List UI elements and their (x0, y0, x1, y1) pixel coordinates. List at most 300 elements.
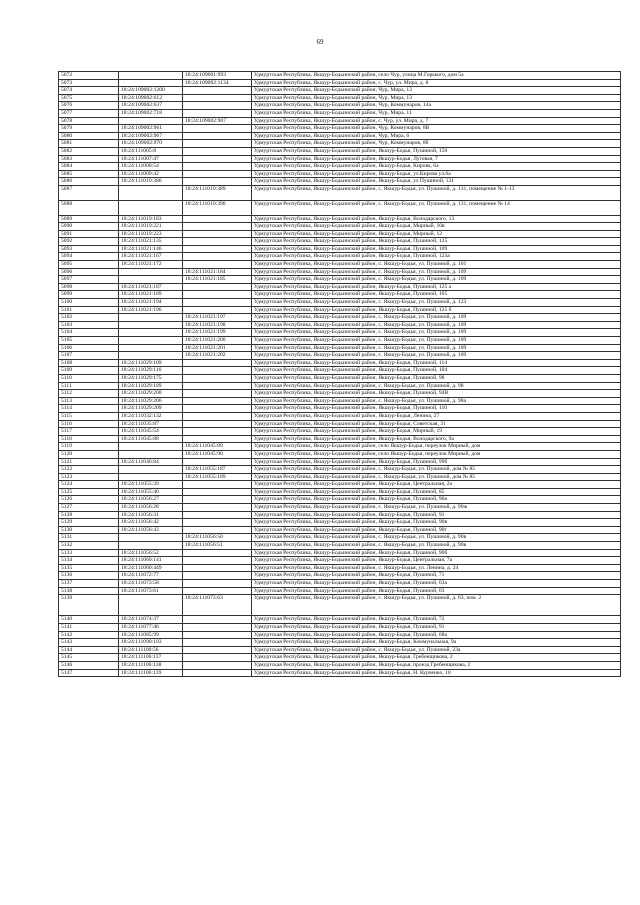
cadastral-number-2-cell (183, 125, 252, 133)
row-number-cell: 5119 (59, 443, 119, 451)
cadastral-number-cell: 18:24:111019:183 (119, 215, 183, 223)
cadastral-number-2-cell (183, 616, 252, 624)
address-cell: Удмуртская Республика, Якшур-Бодьинский район, Якшур-Бодья, Пушиной, 71 (252, 572, 621, 580)
cadastral-number-cell: 18:24:111010:386 (119, 178, 183, 186)
cadastral-number-cell: 18:24:111045:54 (119, 428, 183, 436)
address-cell: Удмуртская Республика, Якшур-Бодьинский район, Якшур-Бодья, Пушиной, 105 (252, 291, 621, 299)
address-cell: Удмуртская Республика, Якшур-Бодьинский район, Якшур-Бодья, Пушиной, 114 (252, 359, 621, 367)
cadastral-number-2-cell: 18:24:111021:197 (183, 314, 252, 322)
cadastral-number-cell: 18:24:111090:103 (119, 639, 183, 647)
table-row (59, 412, 621, 420)
table-row (59, 238, 621, 246)
address-cell: Удмуртская Республика, Якшур-Бодьинский район, Якшур-Бодья, Пушиной, 125 (252, 238, 621, 246)
cadastral-number-cell: 18:24:111029:200 (119, 390, 183, 398)
address-cell: Удмуртская Республика, Якшур-Бодьинский район, с. Якшур-Бодья, ул. Пушиной, д. 98а (252, 397, 621, 405)
cadastral-number-2-cell (183, 87, 252, 95)
table-row (59, 557, 621, 565)
row-number-cell: 5125 (59, 488, 119, 496)
row-number-cell: 5136 (59, 572, 119, 580)
table-row (59, 549, 621, 557)
address-cell: Удмуртская Республика, Якшур-Бодьинский район, село Якшур-Бодья, переулок Мирный, дом (252, 450, 621, 458)
cadastral-number-2-cell (183, 238, 252, 246)
address-cell: Удмуртская Республика, Якшур-Бодьинский район, Якшур-Бодья, Пушиной, 90в (252, 519, 621, 527)
address-cell: Удмуртская Республика, Якшур-Бодьинский район, Якшур-Бодья, Пушиной, 90б (252, 549, 621, 557)
row-number-cell: 5090 (59, 223, 119, 231)
cadastral-number-cell: 18:24:111021:196 (119, 306, 183, 314)
cadastral-number-cell: 18:24:111029:189 (119, 382, 183, 390)
table-row (59, 147, 621, 155)
cadastral-number-2-cell (183, 306, 252, 314)
cadastral-number-cell: 18:24:111074:37 (119, 616, 183, 624)
table-row (59, 662, 621, 670)
cadastral-number-2-cell (183, 428, 252, 436)
table-row (59, 299, 621, 307)
address-cell: Удмуртская Республика, Якшур-Бодьинский район, Якшур-Бодья, Пушиной, 98 (252, 374, 621, 382)
cadastral-number-2-cell (183, 147, 252, 155)
cadastral-number-cell (119, 352, 183, 360)
table-row (59, 170, 621, 178)
address-cell: Удмуртская Республика, Якшур-Бодьинский район, Якшур-Бодья, Мирный, 19 (252, 428, 621, 436)
cadastral-number-cell: 18:24:111008:54 (119, 163, 183, 171)
cadastral-number-cell: 18:24:111029:116 (119, 367, 183, 375)
row-number-cell: 5115 (59, 412, 119, 420)
cadastral-number-cell: 18:24:109002:961 (119, 125, 183, 133)
address-cell: Удмуртская Республика, Якшур-Бодьинский район, Якшур-Бодья, Пушиной, 104 (252, 367, 621, 375)
cadastral-number-2-cell: 18:24:111021:200 (183, 337, 252, 345)
address-cell: Удмуртская Республика, Якшур-Бодьинский район, Якшур-Бодья, Пушиной, 85 (252, 488, 621, 496)
cadastral-number-2-cell: 18:24:111021:199 (183, 329, 252, 337)
table-row (59, 654, 621, 662)
table-row (59, 109, 621, 117)
table-row (59, 200, 621, 215)
address-cell: Удмуртская Республика, Якшур-Бодьинский район, Чур, Мира, 13 (252, 94, 621, 102)
address-cell: Удмуртская Республика, Якшур-Бодьинский район, с. Якшур-Бодья, ул. Пушиной, д. 109 (252, 276, 621, 284)
row-number-cell: 5074 (59, 87, 119, 95)
cadastral-number-2-cell (183, 412, 252, 420)
address-cell: Удмуртская Республика, Якшур-Бодьинский район, Якшур-Бодья, Пушиной, 63а (252, 580, 621, 588)
cadastral-number-2-cell: 18:24:109002:907 (183, 117, 252, 125)
address-cell: Удмуртская Республика, Якшур-Бодьинский район, с. Якшур-Бодья, ул. Пушиной, 23а (252, 646, 621, 654)
table-row (59, 268, 621, 276)
cadastral-number-cell: 18:24:111021:146 (119, 245, 183, 253)
cadastral-number-cell: 18:24:109002:967 (119, 132, 183, 140)
cadastral-number-2-cell: 18:24:111021:198 (183, 321, 252, 329)
row-number-cell: 5109 (59, 367, 119, 375)
cadastral-number-2-cell (183, 580, 252, 588)
cadastral-number-2-cell (183, 557, 252, 565)
table-row (59, 481, 621, 489)
row-number-cell: 5083 (59, 155, 119, 163)
cadastral-number-2-cell: 18:24:109001:993 (183, 72, 252, 80)
cadastral-number-2-cell (183, 253, 252, 261)
cadastral-number-2-cell (183, 420, 252, 428)
table-row (59, 352, 621, 360)
cadastral-number-cell (119, 185, 183, 200)
row-number-cell: 5076 (59, 102, 119, 110)
table-row (59, 519, 621, 527)
cadastral-number-cell: 18:24:111045:88 (119, 435, 183, 443)
row-number-cell: 5101 (59, 306, 119, 314)
address-cell: Удмуртская Республика, Якшур-Бодьинский район, Якшур-Бодья, Центральная, 2а (252, 481, 621, 489)
cadastral-number-cell (119, 117, 183, 125)
address-cell: Удмуртская Республика, Якшур-Бодьинский район, Якшур-Бодья, Пушиной, 72 (252, 616, 621, 624)
cadastral-number-2-cell (183, 397, 252, 405)
cadastral-number-2-cell: 18:24:111045:89 (183, 443, 252, 451)
cadastral-number-cell: 18:24:111056:31 (119, 511, 183, 519)
table-row (59, 276, 621, 284)
row-number-cell: 5105 (59, 337, 119, 345)
cadastral-number-cell: 18:24:111021:189 (119, 291, 183, 299)
cadastral-number-2-cell (183, 572, 252, 580)
row-number-cell: 5097 (59, 276, 119, 284)
table-row (59, 125, 621, 133)
cadastral-number-cell: 18:24:111106:137 (119, 654, 183, 662)
table-row (59, 488, 621, 496)
row-number-cell: 5131 (59, 534, 119, 542)
cadastral-number-2-cell (183, 519, 252, 527)
row-number-cell: 5144 (59, 646, 119, 654)
address-cell: Удмуртская Республика, Якшур-Бодьинский район, с. Якшур-Бодья, ул. Пушиной, дом № 85 (252, 473, 621, 481)
address-cell: Удмуртская Республика, Якшур-Бодьинский район, село Якшур-Бодья, переулок Мирный, дом (252, 443, 621, 451)
cadastral-number-cell (119, 268, 183, 276)
cadastral-number-2-cell (183, 481, 252, 489)
cadastral-number-2-cell (183, 662, 252, 670)
row-number-cell: 5078 (59, 117, 119, 125)
row-number-cell: 5108 (59, 359, 119, 367)
table-row (59, 420, 621, 428)
row-number-cell: 5112 (59, 390, 119, 398)
cadastral-number-cell: 18:24:111056:42 (119, 519, 183, 527)
table-row (59, 245, 621, 253)
table-row (59, 564, 621, 572)
cadastral-number-2-cell (183, 654, 252, 662)
cadastral-number-2-cell (183, 102, 252, 110)
address-cell: Удмуртская Республика, Якшур-Бодьинский район, с. Якшур-Бодья, ул. Пушиной, д. 90в (252, 542, 621, 550)
cadastral-number-cell: 18:24:111005:8 (119, 147, 183, 155)
row-number-cell: 5127 (59, 504, 119, 512)
cadastral-number-2-cell: 18:24:111055:189 (183, 473, 252, 481)
address-cell: Удмуртская Республика, Якшур-Бодьинский район, Якшур-Бодья, Луговая, 7 (252, 155, 621, 163)
row-number-cell: 5091 (59, 230, 119, 238)
address-cell: Удмуртская Республика, Якшур-Бодьинский район, Чур, Мира, 6 (252, 132, 621, 140)
cadastral-number-cell: 18:24:111060:141 (119, 557, 183, 565)
address-cell: Удмуртская Республика, Якшур-Бодьинский район, Якшур-Бодья, Советская, 31 (252, 420, 621, 428)
table-row (59, 405, 621, 413)
cadastral-number-2-cell: 18:24:111010:389 (183, 185, 252, 200)
address-cell: Удмуртская Республика, Якшур-Бодьинский район, с. Якшур-Бодья, ул. Пушиной, д. 109 (252, 352, 621, 360)
table-row (59, 572, 621, 580)
cadastral-number-2-cell (183, 496, 252, 504)
cadastral-number-cell: 18:24:111056:28 (119, 504, 183, 512)
cadastral-number-2-cell (183, 140, 252, 148)
row-number-cell: 5103 (59, 321, 119, 329)
cadastral-number-cell: 18:24:111100:56 (119, 646, 183, 654)
row-number-cell: 5138 (59, 587, 119, 595)
cadastral-number-2-cell (183, 132, 252, 140)
address-cell: Удмуртская Республика, Якшур-Бодьинский район, Якшур-Бодья, Пушиной, 68а (252, 631, 621, 639)
row-number-cell: 5133 (59, 549, 119, 557)
cadastral-number-2-cell (183, 564, 252, 572)
row-number-cell: 5075 (59, 94, 119, 102)
cadastral-number-2-cell (183, 587, 252, 595)
cadastral-number-cell: 18:24:109002:718 (119, 109, 183, 117)
cadastral-number-cell: 18:24:111021:194 (119, 299, 183, 307)
row-number-cell: 5121 (59, 458, 119, 466)
address-cell: Удмуртская Республика, Якшур-Бодьинский район, с. Якшур-Бодья, ул. Пушиной, д. 109 (252, 329, 621, 337)
cadastral-number-cell: 18:24:111021:172 (119, 261, 183, 269)
cadastral-number-2-cell (183, 639, 252, 647)
row-number-cell: 5081 (59, 140, 119, 148)
row-number-cell: 5124 (59, 481, 119, 489)
row-number-cell: 5086 (59, 178, 119, 186)
row-number-cell: 5085 (59, 170, 119, 178)
cadastral-number-2-cell (183, 669, 252, 677)
table-row (59, 359, 621, 367)
cadastral-number-cell (119, 321, 183, 329)
cadastral-number-cell: 18:24:111029:209 (119, 405, 183, 413)
cadastral-number-cell: 18:24:111060:449 (119, 564, 183, 572)
cadastral-number-2-cell: 18:24:111021:184 (183, 268, 252, 276)
table-row (59, 230, 621, 238)
row-number-cell: 5120 (59, 450, 119, 458)
address-cell: Удмуртская Республика, Якшур-Бодьинский район, Якшур-Бодья, ул.Кирова ул.6а (252, 170, 621, 178)
table-row (59, 473, 621, 481)
cadastral-number-2-cell: 18:24:111021:202 (183, 352, 252, 360)
row-number-cell: 5095 (59, 261, 119, 269)
cadastral-number-2-cell: 18:24:111045:90 (183, 450, 252, 458)
row-number-cell: 5084 (59, 163, 119, 171)
cadastral-number-2-cell (183, 261, 252, 269)
cadastral-number-cell: 18:24:111032:132 (119, 412, 183, 420)
table-row (59, 382, 621, 390)
address-cell: Удмуртская Республика, Якшур-Бодьинский район, Чур, Мира, 13 (252, 87, 621, 95)
cadastral-number-cell: 18:24:109002:637 (119, 102, 183, 110)
cadastral-number-cell: 18:24:111019:223 (119, 230, 183, 238)
table-row (59, 94, 621, 102)
table-row (59, 321, 621, 329)
address-cell: Удмуртская Республика, Якшур-Бодьинский район, с. Якшур-Бодья, ул. Пушиной, д. 123 (252, 299, 621, 307)
cadastral-number-2-cell: 18:24:111056:51 (183, 542, 252, 550)
row-number-cell: 5146 (59, 662, 119, 670)
table-row (59, 390, 621, 398)
table-row (59, 595, 621, 616)
table-row (59, 337, 621, 345)
table-row (59, 534, 621, 542)
address-cell: Удмуртская Республика, Якшур-Бодьинский район, с. Якшур-Бодья, ул. Пушиной, д. 109 (252, 268, 621, 276)
row-number-cell: 5099 (59, 291, 119, 299)
address-cell: Удмуртская Республика, Якшур-Бодьинский район, Якшур-Бодья, Пушиной, 91 (252, 511, 621, 519)
address-cell: Удмуртская Республика, Якшур-Бодьинский район, Якшур-Бодья, Ленина, 27 (252, 412, 621, 420)
table-row (59, 132, 621, 140)
row-number-cell: 5096 (59, 268, 119, 276)
address-cell: Удмуртская Республика, Якшур-Бодьинский район, Чур, Коммунаров, 8В (252, 125, 621, 133)
table-row (59, 580, 621, 588)
cadastral-number-cell: 18:24:111007:47 (119, 155, 183, 163)
row-number-cell: 5104 (59, 329, 119, 337)
address-cell: Удмуртская Республика, Якшур-Бодьинский район, Якшур-Бодья, Пушиной, 94В (252, 390, 621, 398)
address-cell: Удмуртская Республика, Якшур-Бодьинский район, с. Якшур-Бодья, ул. Пушиной, д. 63, пом. 2 (252, 595, 621, 616)
address-cell: Удмуртская Республика, Якшур-Бодьинский район, Якшур-Бодья, Володарского, 9а (252, 435, 621, 443)
cadastral-number-2-cell: 18:24:111055:187 (183, 466, 252, 474)
table-row (59, 87, 621, 95)
table-row (59, 616, 621, 624)
cadastral-number-2-cell (183, 170, 252, 178)
cadastral-number-2-cell (183, 374, 252, 382)
address-cell: Удмуртская Республика, Якшур-Бодьинский район, Якшур-Бодья, Центральная, 7а (252, 557, 621, 565)
row-number-cell: 5137 (59, 580, 119, 588)
row-number-cell: 5128 (59, 511, 119, 519)
cadastral-number-cell (119, 466, 183, 474)
cadastral-number-2-cell: 18:24:111056:50 (183, 534, 252, 542)
cadastral-number-2-cell (183, 245, 252, 253)
row-number-cell: 5140 (59, 616, 119, 624)
cadastral-number-2-cell (183, 382, 252, 390)
cadastral-number-cell: 18:24:109002:1200 (119, 87, 183, 95)
cadastral-number-2-cell (183, 624, 252, 632)
row-number-cell: 5117 (59, 428, 119, 436)
cadastral-number-2-cell (183, 405, 252, 413)
table-row (59, 435, 621, 443)
address-cell: Удмуртская Республика, Якшур-Бодьинский район, Якшур-Бодья, Пушиной, 90г (252, 526, 621, 534)
row-number-cell: 5094 (59, 253, 119, 261)
address-cell: Удмуртская Республика, Якшур-Бодьинский район, с. Якшур-Бодья, ул. Пушиной, дом № 85 (252, 466, 621, 474)
cadastral-number-cell: 18:24:111056:52 (119, 549, 183, 557)
address-cell: Удмуртская Республика, Якшур-Бодьинский район, с. Чур, ул. Мира, д. 7 (252, 117, 621, 125)
cadastral-number-cell: 18:24:111029:109 (119, 359, 183, 367)
table-row (59, 367, 621, 375)
cadastral-number-cell: 18:24:111056:27 (119, 496, 183, 504)
cadastral-number-cell (119, 473, 183, 481)
cadastral-number-cell (119, 443, 183, 451)
address-cell: Удмуртская Республика, Якшур-Бодьинский район, с. Якшур-Бодья, ул. Пушиной, д. 90в (252, 534, 621, 542)
row-number-cell: 5110 (59, 374, 119, 382)
cadastral-number-2-cell (183, 155, 252, 163)
row-number-cell: 5102 (59, 314, 119, 322)
address-cell: Удмуртская Республика, Якшур-Бодьинский район, Якшур-Бодья, Коммунальная, 9а (252, 639, 621, 647)
property-table (58, 71, 621, 677)
row-number-cell: 5100 (59, 299, 119, 307)
table-row (59, 163, 621, 171)
row-number-cell: 5113 (59, 397, 119, 405)
cadastral-number-cell (119, 344, 183, 352)
row-number-cell: 5098 (59, 283, 119, 291)
table-row (59, 155, 621, 163)
row-number-cell: 5107 (59, 352, 119, 360)
cadastral-number-cell: 18:24:111029:175 (119, 374, 183, 382)
cadastral-number-cell: 18:24:111021:167 (119, 253, 183, 261)
address-cell: Удмуртская Республика, Якшур-Бодьинский район, с. Якшур-Бодья, ул. Ленина, д. 24 (252, 564, 621, 572)
cadastral-number-cell: 18:24:111077:46 (119, 624, 183, 632)
address-cell: Удмуртская Республика, Якшур-Бодьинский район, село Чур, улица М.Горького, дом 5а (252, 72, 621, 80)
table-row (59, 458, 621, 466)
address-cell: Удмуртская Республика, Якшур-Бодьинский район, с. Чур, ул. Мира, д. 8 (252, 79, 621, 87)
row-number-cell: 5139 (59, 595, 119, 616)
table-row (59, 374, 621, 382)
cadastral-number-2-cell (183, 435, 252, 443)
page-number: 69 (316, 38, 324, 46)
row-number-cell: 5088 (59, 200, 119, 215)
address-cell: Удмуртская Республика, Якшур-Бодьинский район, Якшур-Бодья, Н. Курченко, 10 (252, 669, 621, 677)
table-row (59, 450, 621, 458)
cadastral-number-cell (119, 450, 183, 458)
table-row (59, 185, 621, 200)
cadastral-number-cell: 18:24:111046:84 (119, 458, 183, 466)
table-row (59, 140, 621, 148)
cadastral-number-2-cell (183, 390, 252, 398)
table-row (59, 443, 621, 451)
address-cell: Удмуртская Республика, Якшур-Бодьинский район, с. Якшур-Бодья, ул. Пушиной, д. 101 (252, 261, 621, 269)
cadastral-number-cell (119, 200, 183, 215)
cadastral-number-cell (119, 329, 183, 337)
row-number-cell: 5130 (59, 526, 119, 534)
cadastral-number-2-cell (183, 215, 252, 223)
cadastral-number-2-cell (183, 631, 252, 639)
address-cell: Удмуртская Республика, Якшур-Бодьинский район, Якшур-Бодья, Пушиной, 150 (252, 147, 621, 155)
row-number-cell: 5118 (59, 435, 119, 443)
cadastral-number-cell: 18:24:111106:139 (119, 669, 183, 677)
address-cell: Удмуртская Республика, Якшур-Бодьинский район, Якшур-Бодья, Пушиной, 99б (252, 458, 621, 466)
address-cell: Удмуртская Республика, Якшур-Бодьинский район, Якшур-Бодья, Пушиной, 90а (252, 496, 621, 504)
cadastral-number-cell: 18:24:111072:77 (119, 572, 183, 580)
address-cell: Удмуртская Республика, Якшур-Бодьинский район, Якшур-Бодья, ул Пушиной, 131 (252, 178, 621, 186)
address-cell: Удмуртская Республика, Якшур-Бодьинский район, Чур, Коммунаров, 8б (252, 140, 621, 148)
address-cell: Удмуртская Республика, Якшур-Бодьинский район, Якшур-Бодья, Пушиной, 125 б (252, 306, 621, 314)
row-number-cell: 5129 (59, 519, 119, 527)
table-row (59, 223, 621, 231)
address-cell: Удмуртская Республика, Якшур-Бодьинский район, с. Якшур-Бодья, ул. Пушиной, д. 90ж (252, 504, 621, 512)
cadastral-number-2-cell (183, 549, 252, 557)
cadastral-number-2-cell (183, 359, 252, 367)
table-row (59, 291, 621, 299)
table-row (59, 466, 621, 474)
table-row (59, 344, 621, 352)
cadastral-number-cell: 18:24:109002:970 (119, 140, 183, 148)
cadastral-number-cell: 18:24:111019:221 (119, 223, 183, 231)
row-number-cell: 5134 (59, 557, 119, 565)
table-row (59, 631, 621, 639)
table-row (59, 329, 621, 337)
cadastral-number-2-cell (183, 646, 252, 654)
table-row (59, 542, 621, 550)
cadastral-number-2-cell (183, 230, 252, 238)
table-row (59, 79, 621, 87)
cadastral-number-cell: 18:24:111021:187 (119, 283, 183, 291)
cadastral-number-2-cell (183, 109, 252, 117)
cadastral-number-2-cell (183, 283, 252, 291)
cadastral-number-2-cell (183, 504, 252, 512)
address-cell: Удмуртская Республика, Якшур-Бодьинский район, с. Якшур-Бодья, ул. Пушиной, д. 109 (252, 321, 621, 329)
table-row (59, 639, 621, 647)
cadastral-number-cell: 18:24:111073:58 (119, 580, 183, 588)
cadastral-number-2-cell: 18:24:111021:201 (183, 344, 252, 352)
address-cell: Удмуртская Республика, Якшур-Бодьинский район, Якшур-Бодья, Пушиной, 125 а (252, 283, 621, 291)
cadastral-number-2-cell: 18:24:111010:390 (183, 200, 252, 215)
address-cell: Удмуртская Республика, Якшур-Бодьинский район, Чур, Мира, 11 (252, 109, 621, 117)
cadastral-number-cell (119, 79, 183, 87)
table-row (59, 215, 621, 223)
cadastral-number-cell: 18:24:111055:40 (119, 488, 183, 496)
table-row (59, 117, 621, 125)
row-number-cell: 5072 (59, 72, 119, 80)
cadastral-number-cell: 18:24:111035:87 (119, 420, 183, 428)
row-number-cell: 5142 (59, 631, 119, 639)
table-row (59, 624, 621, 632)
cadastral-number-2-cell (183, 367, 252, 375)
cadastral-number-cell (119, 337, 183, 345)
cadastral-number-cell: 18:24:111056:43 (119, 526, 183, 534)
table-row (59, 261, 621, 269)
cadastral-number-cell: 18:24:111085:99 (119, 631, 183, 639)
